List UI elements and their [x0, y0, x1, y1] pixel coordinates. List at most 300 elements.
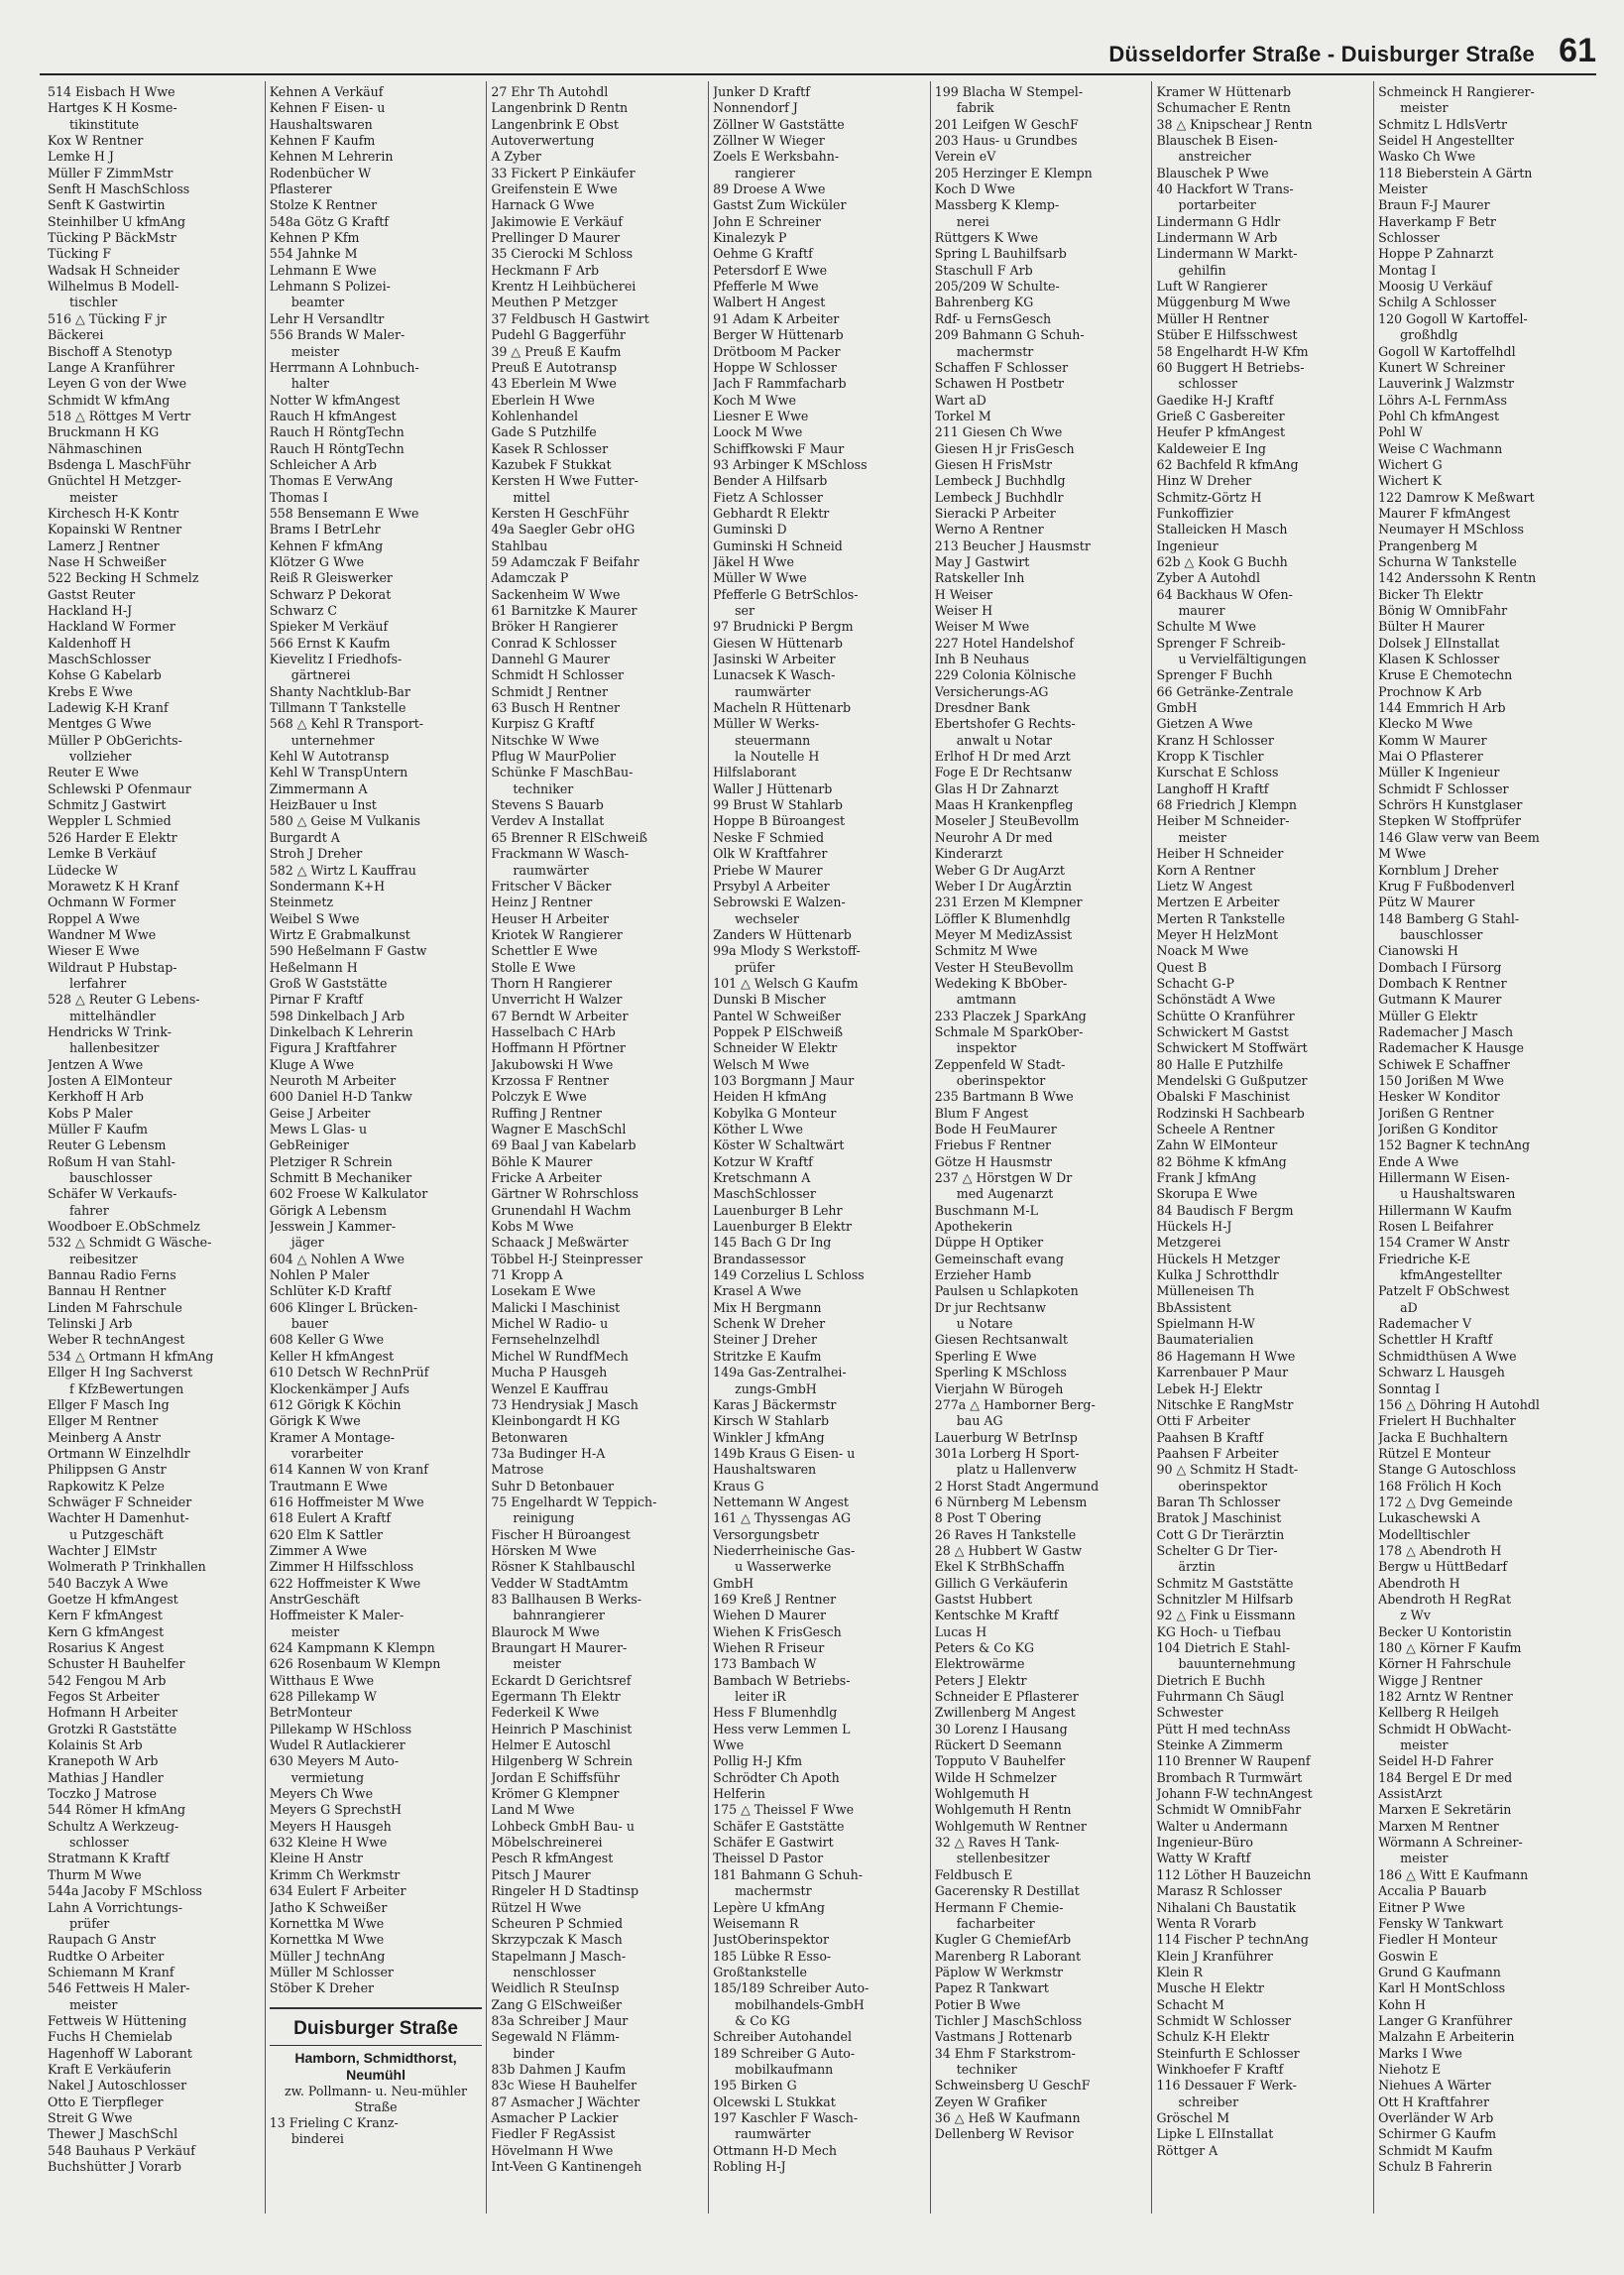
directory-entry: 145 Bach G Dr Ing	[713, 1235, 832, 1251]
directory-entry: Versicherungs-AG	[934, 683, 1049, 699]
directory-entry: Moseler J SteuBevollm	[934, 813, 1080, 829]
directory-entry: Malicki I Maschinist	[491, 1299, 621, 1315]
directory-entry: Mülleneisen Th	[1156, 1283, 1255, 1299]
directory-entry: Grunendahl H Wachm	[491, 1202, 632, 1218]
directory-entry: Bischoff A Stenotyp	[48, 343, 173, 359]
directory-entry: 526 Harder E Elektr	[48, 829, 177, 845]
directory-entry: Wieser E Wwe	[48, 943, 140, 959]
directory-entry: Hinz W Dreher	[1156, 473, 1252, 489]
directory-entry: 101 △ Welsch G Kaufm	[713, 975, 859, 991]
directory-entry: Senft H MaschSchloss	[48, 181, 190, 197]
directory-entry: 83 Ballhausen B Werks-	[491, 1591, 641, 1607]
directory-entry: u Wasserwerke	[735, 1559, 832, 1575]
directory-entry: A Zyber	[491, 149, 541, 165]
directory-entry: Schweinsberg U GeschF	[934, 2078, 1091, 2094]
directory-entry: Möbelschreinerei	[491, 1835, 603, 1851]
directory-entry: Pitsch J Maurer	[491, 1866, 591, 1882]
directory-entry: 82 Böhme K kfmAng	[1156, 1153, 1287, 1169]
directory-entry: 142 Anderssohn K Rentn	[1378, 570, 1537, 586]
directory-entry: 116 Dessauer F Werk-	[1156, 2078, 1297, 2094]
directory-entry: 91 Adam K Arbeiter	[713, 310, 840, 326]
directory-entry: Lietz W Angest	[1156, 878, 1253, 894]
directory-entry: Rückert D Seemann	[934, 1737, 1062, 1753]
directory-entry: 628 Pillekamp W	[269, 1689, 377, 1705]
column-7	[1374, 81, 1596, 2214]
directory-entry: Bergw u HüttBedarf	[1378, 1559, 1507, 1575]
directory-entry: Junker D Kraftf	[713, 84, 810, 99]
directory-entry: Kazubek F Stukkat	[491, 456, 612, 472]
directory-entry: 168 Frölich H Koch	[1378, 1478, 1502, 1494]
directory-entry: Götze H Hausmstr	[934, 1153, 1053, 1169]
directory-entry: Schmeinck H Rangierer-	[1378, 84, 1535, 99]
directory-entry: Schmidt W kfmAng	[48, 392, 171, 408]
directory-entry: Kohse G Kabelarb	[48, 667, 162, 683]
directory-entry: Prsybyl A Arbeiter	[713, 878, 830, 894]
directory-entry: Nonnendorf J	[713, 100, 798, 116]
directory-entry: 112 Löther H Bauzeichn	[1156, 1866, 1312, 1882]
directory-entry: Gastst Reuter	[48, 586, 136, 602]
directory-entry: Friedriche K-E	[1378, 1251, 1471, 1266]
directory-entry: Heuser H Arbeiter	[491, 910, 610, 926]
directory-entry: Hillermann W Kaufm	[1378, 1202, 1512, 1218]
directory-entry: Zwillenberg M Angest	[934, 1705, 1076, 1721]
directory-entry: Herrmann A Lohnbuch-	[269, 359, 419, 375]
directory-entry: Mathias J Handler	[48, 1769, 164, 1785]
directory-entry: facharbeiter	[956, 1915, 1035, 1931]
directory-entry: John E Schreiner	[713, 213, 821, 229]
directory-entry: Vastmans J Rottenarb	[934, 2029, 1073, 2045]
directory-entry: 97 Brudnicki P Bergm	[713, 619, 854, 635]
directory-entry: Michel W Radio- u	[491, 1316, 609, 1332]
directory-entry: 180 △ Körner F Kaufm	[1378, 1640, 1522, 1655]
directory-entry: Zöllner W Wieger	[713, 133, 825, 149]
directory-entry: 86 Hagemann H Wwe	[1156, 1348, 1296, 1364]
directory-entry: Müller H Rentner	[1156, 310, 1269, 326]
directory-entry: Jacka E Buchhaltern	[1378, 1429, 1508, 1445]
directory-entry: Klötzer G Wwe	[269, 553, 365, 569]
directory-entry: 181 Bahmann G Schuh-	[713, 1866, 863, 1882]
directory-entry: Schwarz P Dekorat	[269, 586, 392, 602]
directory-entry: 68 Friedrich J Klempn	[1156, 797, 1298, 813]
directory-entry: 150 Jorißen M Wwe	[1378, 1072, 1504, 1088]
directory-entry: Nitschke W Wwe	[491, 732, 600, 748]
directory-entry: 13 Frieling C Kranz-	[269, 2114, 399, 2130]
directory-entry: Rauch H kfmAngest	[269, 408, 397, 423]
directory-entry: meister	[290, 1623, 340, 1639]
directory-entry: Hendricks W Trink-	[48, 1023, 172, 1039]
directory-entry: Schnitzler M Hilfsarb	[1156, 1591, 1294, 1607]
directory-entry: machermstr	[735, 1883, 812, 1899]
directory-entry: Gärtner W Rohrschloss	[491, 1186, 638, 1202]
directory-entry: Lindermann G Hdlr	[1156, 213, 1281, 229]
directory-entry: Kurschat E Schloss	[1156, 765, 1279, 780]
column-3	[487, 81, 709, 2214]
directory-entry: Schmidt J Rentner	[491, 683, 609, 699]
directory-entry: Friebus F Rentner	[934, 1138, 1052, 1153]
directory-entry: Rademacher J Masch	[1378, 1023, 1514, 1039]
directory-entry: Schäfer W Verkaufs-	[48, 1186, 177, 1202]
directory-entry: Nettemann W Angest	[713, 1494, 849, 1509]
directory-entry: Schiemann M Kranf	[48, 1964, 174, 1979]
directory-entry: binderei	[290, 2130, 344, 2146]
directory-entry: 120 Gogoll W Kartoffel-	[1378, 310, 1528, 326]
directory-entry: 73a Budinger H-A	[491, 1445, 606, 1461]
directory-entry: 518 △ Röttges M Vertr	[48, 408, 191, 423]
directory-entry: Massberg K Klemp-	[934, 197, 1060, 213]
directory-entry: Theissel D Pastor	[713, 1851, 824, 1866]
directory-entry: Luft W Rangierer	[1156, 279, 1268, 295]
directory-entry: Großtankstelle	[713, 1964, 807, 1979]
directory-entry: Weidlich R SteuInsp	[491, 1980, 620, 1996]
directory-entry: 566 Ernst K Kaufm	[269, 635, 391, 651]
directory-entry: Hoffmann H Pförtner	[491, 1040, 626, 1056]
directory-entry: Wolmerath P Trinkhallen	[48, 1559, 206, 1575]
directory-entry: Wichert K	[1378, 473, 1442, 489]
directory-entry: Brams I BetrLehr	[269, 522, 381, 538]
directory-entry: raumwärter	[513, 862, 589, 878]
directory-entry: Heßelmann H	[269, 959, 358, 975]
directory-entry: Görigk K Wwe	[269, 1413, 361, 1429]
directory-entry: Krimm Ch Werkmstr	[269, 1866, 401, 1882]
directory-entry: 602 Froese W Kalkulator	[269, 1186, 428, 1202]
directory-entry: Gnüchtel H Metzger-	[48, 473, 181, 489]
directory-entry: Rauch H RöntgTechn	[269, 440, 405, 456]
directory-entry: Fietz A Schlosser	[713, 489, 823, 505]
directory-entry: Schelter G Dr Tier-	[1156, 1542, 1278, 1558]
directory-entry: Lahn A Vorrichtungs-	[48, 1899, 183, 1915]
directory-entry: 90 △ Schmitz H Stadt-	[1156, 1462, 1299, 1478]
directory-entry: Haushaltswaren	[269, 116, 373, 132]
directory-entry: reibesitzer	[69, 1251, 138, 1266]
directory-entry: Marxen M Rentner	[1378, 1818, 1499, 1834]
directory-entry: Schmitz L HdlsVertr	[1378, 116, 1507, 132]
directory-entry: 26 Raves H Tankstelle	[934, 1526, 1077, 1542]
directory-entry: Schwickert M Stoffwärt	[1156, 1040, 1308, 1056]
directory-entry: machermstr	[956, 343, 1034, 359]
directory-entry: 616 Hoffmeister M Wwe	[269, 1494, 424, 1509]
directory-entry: Müller K Ingenieur	[1378, 765, 1500, 780]
directory-entry: Zeppenfeld W Stadt-	[934, 1056, 1066, 1072]
directory-entry: Jäkel H Wwe	[713, 553, 794, 569]
directory-entry: Lucas H	[934, 1623, 987, 1639]
directory-entry: Vierjahn W Bürogeh	[934, 1380, 1064, 1396]
directory-entry: Rützel E Monteur	[1378, 1445, 1491, 1461]
directory-entry: Kersten H Wwe Futter-	[491, 473, 638, 489]
directory-entry: Schmitt B Mechaniker	[269, 1170, 412, 1186]
directory-entry: Hilfslaborant	[713, 765, 797, 780]
directory-entry: Malzahn E Arbeiterin	[1378, 2029, 1515, 2045]
directory-entry: Zimmer H Hilfsschloss	[269, 1559, 414, 1575]
directory-entry: Prangenberg M	[1378, 538, 1478, 553]
directory-entry: Zeyen W Grafiker	[934, 2094, 1047, 2109]
directory-entry: Bröker H Rangierer	[491, 619, 618, 635]
directory-entry: Goetze H kfmAngest	[48, 1591, 178, 1607]
directory-entry: 205 Herzinger E Klempn	[934, 165, 1093, 180]
directory-entry: Eitner P Wwe	[1378, 1899, 1465, 1915]
directory-entry: lerfahrer	[69, 975, 127, 991]
directory-entry: Schwester	[1156, 1705, 1223, 1721]
directory-entry: Heinrich P Maschinist	[491, 1721, 633, 1736]
directory-entry: Shanty Nachtklub-Bar	[269, 683, 410, 699]
directory-entry: Poppek P ElSchweiß	[713, 1023, 843, 1039]
directory-entry: 27 Ehr Th Autohdl	[491, 84, 609, 99]
directory-entry: Matrose	[491, 1462, 544, 1478]
directory-entry: Stroh J Dreher	[269, 846, 363, 862]
directory-entry: Schumacher E Rentn	[1156, 100, 1291, 116]
directory-entry: Schwarz C	[269, 603, 338, 618]
directory-entry: anstreicher	[1178, 149, 1251, 165]
directory-entry: Modelltischler	[1378, 1526, 1470, 1542]
directory-entry: Kievelitz I Friedhofs-	[269, 652, 403, 667]
directory-entry: bauschlosser	[1400, 926, 1483, 942]
directory-entry: 528 △ Reuter G Lebens-	[48, 992, 200, 1008]
directory-entry: 87 Asmacher J Wächter	[491, 2094, 640, 2109]
directory-entry: Schilg A Schlosser	[1378, 295, 1496, 310]
directory-entry: Schönstädt A Wwe	[1156, 992, 1276, 1008]
directory-entry: Hoppe P Zahnarzt	[1378, 246, 1494, 262]
directory-entry: Welsch M Wwe	[713, 1056, 810, 1072]
directory-entry: Pletziger R Schrein	[269, 1153, 393, 1169]
directory-entry: Baumaterialien	[1156, 1332, 1254, 1348]
directory-entry: Roppel A Wwe	[48, 910, 140, 926]
directory-entry: Becker U Kontoristin	[1378, 1623, 1512, 1639]
directory-entry: Mucha P Hausgeh	[491, 1365, 608, 1380]
directory-entry: Kern G kfmAngest	[48, 1623, 165, 1639]
directory-entry: 548a Götz G Kraftf	[269, 213, 389, 229]
directory-entry: 548 Bauhaus P Verkäuf	[48, 2142, 195, 2158]
directory-entry: Autoverwertung	[491, 133, 595, 149]
directory-entry: Wudel R Autlackierer	[269, 1737, 406, 1753]
directory-entry: 534 △ Ortmann H kfmAng	[48, 1348, 214, 1364]
directory-entry: Fiedler H Monteur	[1378, 1932, 1498, 1948]
directory-entry: 604 △ Nohlen A Wwe	[269, 1251, 405, 1266]
directory-entry: Erzieher Hamb	[934, 1267, 1032, 1283]
directory-entry: Merten R Tankstelle	[1156, 910, 1286, 926]
directory-entry: Bäckerei	[48, 327, 104, 343]
directory-entry: Kern F kfmAngest	[48, 1608, 163, 1623]
directory-entry: 154 Cramer W Anstr	[1378, 1235, 1510, 1251]
directory-entry: vorarbeiter	[290, 1445, 364, 1461]
directory-entry: anwalt u Notar	[956, 732, 1053, 748]
directory-entry: Bannau Radio Ferns	[48, 1267, 176, 1283]
directory-entry: 556 Brands W Maler-	[269, 327, 406, 343]
directory-entry: Spielmann H-W	[1156, 1316, 1255, 1332]
directory-entry: Giesen W Hüttenarb	[713, 635, 843, 651]
directory-entry: 189 Schreiber G Auto-	[713, 2045, 856, 2061]
directory-entry: 156 △ Döhring H Autohdl	[1378, 1396, 1540, 1412]
directory-entry: meister	[69, 1996, 118, 2012]
directory-entry: Land M Wwe	[491, 1802, 575, 1818]
directory-entry: 516 △ Tücking F jr	[48, 310, 167, 326]
directory-entry: med Augenarzt	[956, 1186, 1054, 1202]
directory-entry: Schreiber Autohandel	[713, 2029, 853, 2045]
directory-entry: oberinspektor	[956, 1072, 1046, 1088]
directory-entry: HeizBauer u Inst	[269, 797, 377, 813]
directory-entry: Bicker Th Elektr	[1378, 586, 1483, 602]
directory-entry: Kinalezyk P	[713, 230, 787, 246]
directory-entry: Langhoff H Kraftf	[1156, 780, 1269, 796]
directory-entry: Egermann Th Elektr	[491, 1689, 621, 1705]
directory-entry: Mews L Glas- u	[269, 1122, 368, 1137]
directory-entry: Ingenieur-Büro	[1156, 1835, 1253, 1851]
directory-entry: Pfefferle M Wwe	[713, 279, 819, 295]
directory-entry: 67 Berndt W Arbeiter	[491, 1008, 629, 1023]
directory-entry: Schaack J Meßwärter	[491, 1235, 629, 1251]
directory-entry: Meyer H HelzMont	[1156, 926, 1279, 942]
directory-entry: Olcewski L Stukkat	[713, 2094, 836, 2109]
directory-entry: Schmitz M Wwe	[934, 943, 1038, 959]
directory-entry: Notter W kfmAngest	[269, 392, 401, 408]
directory-entry: 66 Getränke-Zentrale	[1156, 683, 1294, 699]
directory-entry: Schirmer G Kaufm	[1378, 2126, 1497, 2142]
directory-entry: Toczko J Matrose	[48, 1786, 157, 1802]
directory-entry: Pütt H med technAss	[1156, 1721, 1291, 1736]
directory-entry: 554 Jahnke M	[269, 246, 358, 262]
directory-entry: rangierer	[735, 165, 795, 180]
directory-entry: meister	[1400, 1737, 1449, 1753]
directory-entry: 301a Lorberg H Sport-	[934, 1445, 1080, 1461]
directory-entry: Versorgungsbetr	[713, 1526, 819, 1542]
directory-entry: Krug F Fußbodenverl	[1378, 878, 1515, 894]
directory-entry: 546 Fettweis H Maler-	[48, 1980, 190, 1996]
directory-entry: Guminski D	[713, 522, 787, 538]
directory-entry: Sonntag I	[1378, 1380, 1441, 1396]
directory-entry: Moosig U Verkäuf	[1378, 279, 1492, 295]
directory-entry: Mai O Pflasterer	[1378, 749, 1483, 765]
directory-entry: Lauverink J Walzmstr	[1378, 376, 1515, 392]
street-section-header	[270, 2007, 483, 2115]
directory-entry: Noack M Wwe	[1156, 943, 1249, 959]
directory-entry: 122 Damrow K Meßwart	[1378, 489, 1535, 505]
directory-entry: Karl H MontSchloss	[1378, 1980, 1506, 1996]
directory-entry: Steinhilber U kfmAng	[48, 213, 186, 229]
directory-entry: Klasen K Schlosser	[1378, 652, 1500, 667]
directory-entry: Kretschmann A	[713, 1170, 811, 1186]
directory-entry: wechseler	[735, 910, 799, 926]
directory-entry: meister	[69, 489, 118, 505]
directory-entry: Sprenger F Schreib-	[1156, 635, 1286, 651]
directory-entry: Rapkowitz K Pelze	[48, 1478, 165, 1494]
directory-entry: Többel H-J Steinpresser	[491, 1251, 642, 1266]
directory-entry: Gogoll W Kartoffelhdl	[1378, 343, 1516, 359]
directory-entry: 146 Glaw verw van Beem	[1378, 829, 1540, 845]
directory-entry: Macheln R Hüttenarb	[713, 700, 852, 716]
directory-entry: Kersten H GeschFühr	[491, 505, 630, 521]
directory-entry: Bülter H Maurer	[1378, 619, 1485, 635]
directory-entry: Krzossa F Rentner	[491, 1072, 609, 1088]
directory-entry: 28 △ Hubbert W Gastw	[934, 1542, 1083, 1558]
directory-entry: Schurna W Tankstelle	[1378, 553, 1517, 569]
directory-entry: Müller W Wwe	[713, 570, 807, 586]
directory-entry: Korn A Rentner	[1156, 862, 1256, 878]
directory-entry: Apothekerin	[934, 1219, 1013, 1235]
directory-entry: Frank J kfmAng	[1156, 1170, 1257, 1186]
directory-entry: Schmidt F Schlosser	[1378, 780, 1509, 796]
directory-entry: Pohl Ch kfmAngest	[1378, 408, 1500, 423]
directory-entry: 201 Leifgen W GeschF	[934, 116, 1079, 132]
directory-entry: beamter	[290, 295, 345, 310]
header-rule	[40, 73, 1596, 75]
directory-entry: 8 Post T Obering	[934, 1510, 1042, 1526]
directory-entry: Görigk A Lebensm	[269, 1202, 388, 1218]
directory-entry: nerei	[956, 213, 989, 229]
directory-entry: Bratok J Maschinist	[1156, 1510, 1282, 1526]
directory-entry: Weiser H	[934, 603, 993, 618]
directory-entry: Düppe H Optiker	[934, 1235, 1044, 1251]
directory-entry: Wirtz E Grabmalkunst	[269, 926, 410, 942]
directory-entry: Pudehl G Baggerführ	[491, 327, 626, 343]
directory-entry: Mendelski G Gußputzer	[1156, 1072, 1308, 1088]
directory-entry: Hagenhoff W Laborant	[48, 2045, 192, 2061]
directory-entry: Rodzinski H Sachbearb	[1156, 1105, 1305, 1121]
directory-entry: Schettler E Wwe	[491, 943, 598, 959]
directory-entry: Wandner M Wwe	[48, 926, 157, 942]
directory-entry: Röttger A	[1156, 2142, 1218, 2158]
directory-entry: Schmitz-Görtz H	[1156, 489, 1262, 505]
directory-entry: Dombach I Fürsorg	[1378, 959, 1502, 975]
directory-entry: Pillekamp W HSchloss	[269, 1721, 412, 1736]
directory-entry: Stüber E Hilfsschwest	[1156, 327, 1298, 343]
directory-entry: Feldbusch E	[934, 1866, 1013, 1882]
directory-entry: 149b Kraus G Eisen- u	[713, 1445, 856, 1461]
directory-entry: 103 Borgmann J Maur	[713, 1072, 855, 1088]
directory-entry: Langenbrink D Rentn	[491, 100, 629, 116]
directory-entry: Kehnen P Kfm	[269, 230, 360, 246]
directory-entry: Zahn W ElMonteur	[1156, 1138, 1278, 1153]
directory-entry: Braun F-J Maurer	[1378, 197, 1490, 213]
directory-entry: 626 Rosenbaum W Klempn	[269, 1656, 441, 1672]
directory-entry: Thomas I	[269, 489, 328, 505]
directory-entry: Niederrheinische Gas-	[713, 1542, 856, 1558]
street-title: Duisburger Straße	[270, 2017, 483, 2046]
directory-entry: 175 △ Theissel F Wwe	[713, 1802, 855, 1818]
directory-entry: Meyers Ch Wwe	[269, 1786, 374, 1802]
directory-entry: GmbH	[1156, 700, 1198, 716]
directory-entry: Zimmermann A	[269, 780, 368, 796]
directory-entry: Lebek H-J Elektr	[1156, 1380, 1263, 1396]
directory-entry: 620 Elm K Sattler	[269, 1526, 384, 1542]
directory-entry: Weiser M Wwe	[934, 619, 1030, 635]
directory-entry: Josten A ElMonteur	[48, 1072, 173, 1088]
directory-entry: Conrad K Schlosser	[491, 635, 617, 651]
directory-entry: 614 Kannen W von Kranf	[269, 1462, 428, 1478]
directory-entry: gehilfin	[1178, 262, 1226, 278]
directory-entry: Dolsek J ElInstallat	[1378, 635, 1500, 651]
directory-entry: 84 Baudisch F Bergm	[1156, 1202, 1294, 1218]
directory-entry: Goswin E	[1378, 1948, 1439, 1964]
directory-entry: Hückels H Metzger	[1156, 1251, 1280, 1266]
directory-entry: Wohlgemuth W Rentner	[934, 1818, 1087, 1834]
directory-entry: 544a Jacoby F MSchloss	[48, 1883, 202, 1899]
directory-entry: Kox W Rentner	[48, 133, 144, 149]
directory-entry: Kehl W Autotransp	[269, 749, 390, 765]
directory-entry: schlosser	[1178, 376, 1238, 392]
directory-entry: 184 Bergel E Dr med	[1378, 1769, 1513, 1785]
directory-entry: Lemke H J	[48, 149, 114, 165]
directory-entry: Watty W Kraftf	[1156, 1851, 1251, 1866]
directory-entry: Lindermann W Arb	[1156, 230, 1278, 246]
directory-entry: Philippsen G Anstr	[48, 1462, 167, 1478]
directory-entry: Klockenkämper J Aufs	[269, 1380, 409, 1396]
directory-entry: GmbH	[713, 1575, 754, 1591]
directory-entry: Kaldenhoff H	[48, 635, 132, 651]
directory-entry: Müggenburg M Wwe	[1156, 295, 1291, 310]
directory-entry: fabrik	[956, 100, 994, 116]
directory-entry: Lemke B Verkäuf	[48, 846, 157, 862]
directory-entry: Otti F Arbeiter	[1156, 1413, 1250, 1429]
directory-entry: Heiden H kfmAng	[713, 1089, 827, 1105]
directory-entry: Steiner J Dreher	[713, 1332, 818, 1348]
